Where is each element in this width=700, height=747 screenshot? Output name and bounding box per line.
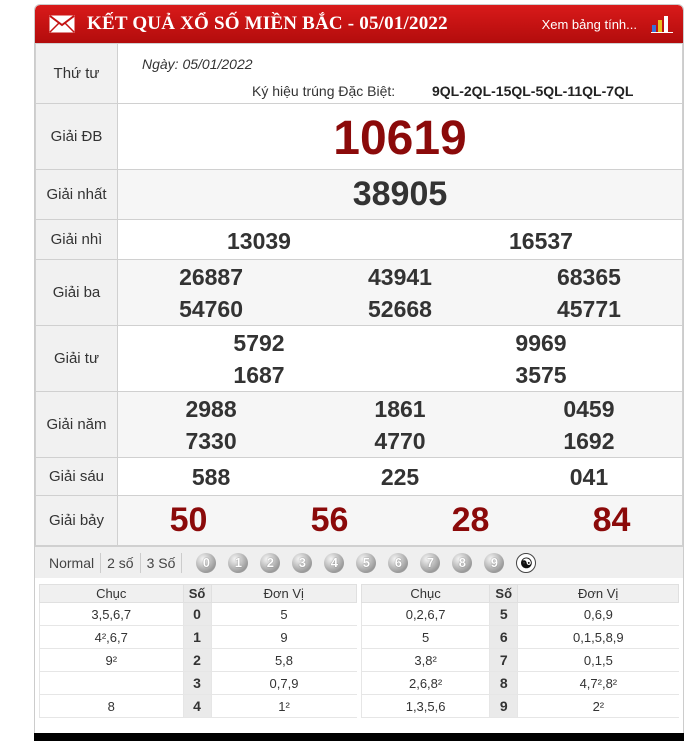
envelope-icon xyxy=(49,15,75,33)
seventh-prize-number: 56 xyxy=(310,500,349,539)
tab-normal[interactable]: Normal xyxy=(43,553,101,573)
digit-ball-9[interactable]: 9 xyxy=(484,553,504,573)
so-cell: 5 xyxy=(490,603,518,626)
tab-3-so[interactable]: 3 Số xyxy=(141,553,183,573)
first-prize-number: 38905 xyxy=(352,175,448,213)
so-cell: 4 xyxy=(183,695,211,718)
sixth-prize-number: 041 xyxy=(569,463,609,490)
stats-table-right xyxy=(361,584,679,718)
digit-ball-8[interactable]: 8 xyxy=(452,553,472,573)
so-cell: 3 xyxy=(183,672,211,695)
chuc-cell: 4²,6,7 xyxy=(40,626,184,649)
result-panel xyxy=(34,4,684,741)
sixth-prize-number: 588 xyxy=(191,463,231,490)
chuc-cell: 2,6,8² xyxy=(362,672,490,695)
seventh-prize-number: 28 xyxy=(451,500,490,539)
fourth-prize-number: 3575 xyxy=(515,361,567,388)
yin-yang-icon[interactable]: ☯ xyxy=(516,553,536,573)
prize-label-nhi: Giải nhì xyxy=(36,220,118,260)
special-symbol-value: 9QL-2QL-15QL-5QL-11QL-7QL xyxy=(432,82,634,99)
weekday-label: Thứ tư xyxy=(36,44,118,104)
result-header xyxy=(35,5,683,43)
special-prize-number: 10619 xyxy=(333,112,467,165)
fourth-prize-number: 9969 xyxy=(515,329,567,356)
results-table xyxy=(35,43,683,546)
head-tail-stats xyxy=(35,578,683,718)
prize-label-bay: Giải bảy xyxy=(36,496,118,546)
donvi-cell: 9 xyxy=(211,626,357,649)
prize-label-nhat: Giải nhất xyxy=(36,170,118,220)
donvi-cell: 4,7²,8² xyxy=(518,672,679,695)
table-row xyxy=(40,672,357,695)
table-row xyxy=(40,603,357,626)
fifth-prize-number: 0459 xyxy=(563,395,615,422)
page-title: KẾT QUẢ XỔ SỐ MIỀN BẮC - 05/01/2022 xyxy=(87,13,448,34)
col-donvi: Đơn Vị xyxy=(211,585,357,603)
donvi-cell: 0,1,5,8,9 xyxy=(518,626,679,649)
chuc-cell: 9² xyxy=(40,649,184,672)
donvi-cell: 2² xyxy=(518,695,679,718)
bottom-border-bar xyxy=(34,733,684,741)
third-prize-number: 26887 xyxy=(179,263,244,290)
donvi-cell: 5,8 xyxy=(211,649,357,672)
so-cell: 8 xyxy=(490,672,518,695)
donvi-cell: 5 xyxy=(211,603,357,626)
draw-date: Ngày: 05/01/2022 xyxy=(142,55,253,72)
digit-ball-1[interactable]: 1 xyxy=(228,553,248,573)
second-prize-number: 13039 xyxy=(227,227,291,254)
tab-2-so[interactable]: 2 số xyxy=(101,553,140,573)
chuc-cell: 5 xyxy=(362,626,490,649)
so-cell: 9 xyxy=(490,695,518,718)
chuc-cell: 3,5,6,7 xyxy=(40,603,184,626)
digit-ball-2[interactable]: 2 xyxy=(260,553,280,573)
donvi-cell: 1² xyxy=(211,695,357,718)
table-row xyxy=(362,649,679,672)
chuc-cell: 8 xyxy=(40,695,184,718)
donvi-cell: 0,6,9 xyxy=(518,603,679,626)
col-donvi: Đơn Vị xyxy=(518,585,679,603)
digit-ball-5[interactable]: 5 xyxy=(356,553,376,573)
bar-chart-icon[interactable] xyxy=(651,15,673,33)
prize-label-db: Giải ĐB xyxy=(36,104,118,170)
special-symbol-label: Ký hiệu trúng Đặc Biệt: xyxy=(252,82,396,99)
so-cell: 7 xyxy=(490,649,518,672)
chuc-cell: 1,3,5,6 xyxy=(362,695,490,718)
third-prize-number: 52668 xyxy=(368,295,432,322)
chuc-cell xyxy=(40,672,184,695)
second-prize-number: 16537 xyxy=(509,227,573,254)
so-cell: 6 xyxy=(490,626,518,649)
stats-table-left xyxy=(39,584,357,718)
third-prize-number: 68365 xyxy=(556,263,621,290)
chuc-cell: 3,8² xyxy=(362,649,490,672)
prize-label-ba: Giải ba xyxy=(36,260,118,326)
col-so: Số xyxy=(490,585,518,603)
col-chuc: Chục xyxy=(40,585,184,603)
third-prize-number: 45771 xyxy=(556,295,621,322)
col-so: Số xyxy=(183,585,211,603)
seventh-prize-number: 50 xyxy=(169,500,208,539)
donvi-cell: 0,7,9 xyxy=(211,672,357,695)
digit-ball-7[interactable]: 7 xyxy=(420,553,440,573)
table-row xyxy=(362,603,679,626)
chuc-cell: 0,2,6,7 xyxy=(362,603,490,626)
fifth-prize-number: 1692 xyxy=(563,427,615,454)
fifth-prize-number: 7330 xyxy=(185,427,237,454)
table-row xyxy=(40,649,357,672)
digit-filter-bar xyxy=(35,546,683,578)
digit-ball-6[interactable]: 6 xyxy=(388,553,408,573)
col-chuc: Chục xyxy=(362,585,490,603)
table-row xyxy=(40,695,357,718)
prize-label-tu: Giải tư xyxy=(36,326,118,392)
table-row xyxy=(362,626,679,649)
so-cell: 2 xyxy=(183,649,211,672)
fourth-prize-number: 5792 xyxy=(233,329,285,356)
fifth-prize-number: 4770 xyxy=(374,427,426,454)
view-table-link[interactable]: Xem bảng tính... xyxy=(541,16,637,32)
draw-meta xyxy=(118,45,682,103)
digit-ball-4[interactable]: 4 xyxy=(324,553,344,573)
table-row xyxy=(362,672,679,695)
donvi-cell: 0,1,5 xyxy=(518,649,679,672)
prize-label-nam: Giải năm xyxy=(36,392,118,458)
table-row xyxy=(362,695,679,718)
fourth-prize-number: 1687 xyxy=(233,361,285,388)
third-prize-number: 54760 xyxy=(179,295,244,322)
digit-balls xyxy=(196,553,548,573)
fifth-prize-number: 2988 xyxy=(185,395,237,422)
prize-label-sau: Giải sáu xyxy=(36,458,118,496)
seventh-prize-number: 84 xyxy=(592,500,631,539)
so-cell: 1 xyxy=(183,626,211,649)
sixth-prize-number: 225 xyxy=(380,463,420,490)
so-cell: 0 xyxy=(183,603,211,626)
table-row xyxy=(40,626,357,649)
digit-ball-0[interactable]: 0 xyxy=(196,553,216,573)
fifth-prize-number: 1861 xyxy=(374,395,426,422)
third-prize-number: 43941 xyxy=(368,263,432,290)
digit-ball-3[interactable]: 3 xyxy=(292,553,312,573)
